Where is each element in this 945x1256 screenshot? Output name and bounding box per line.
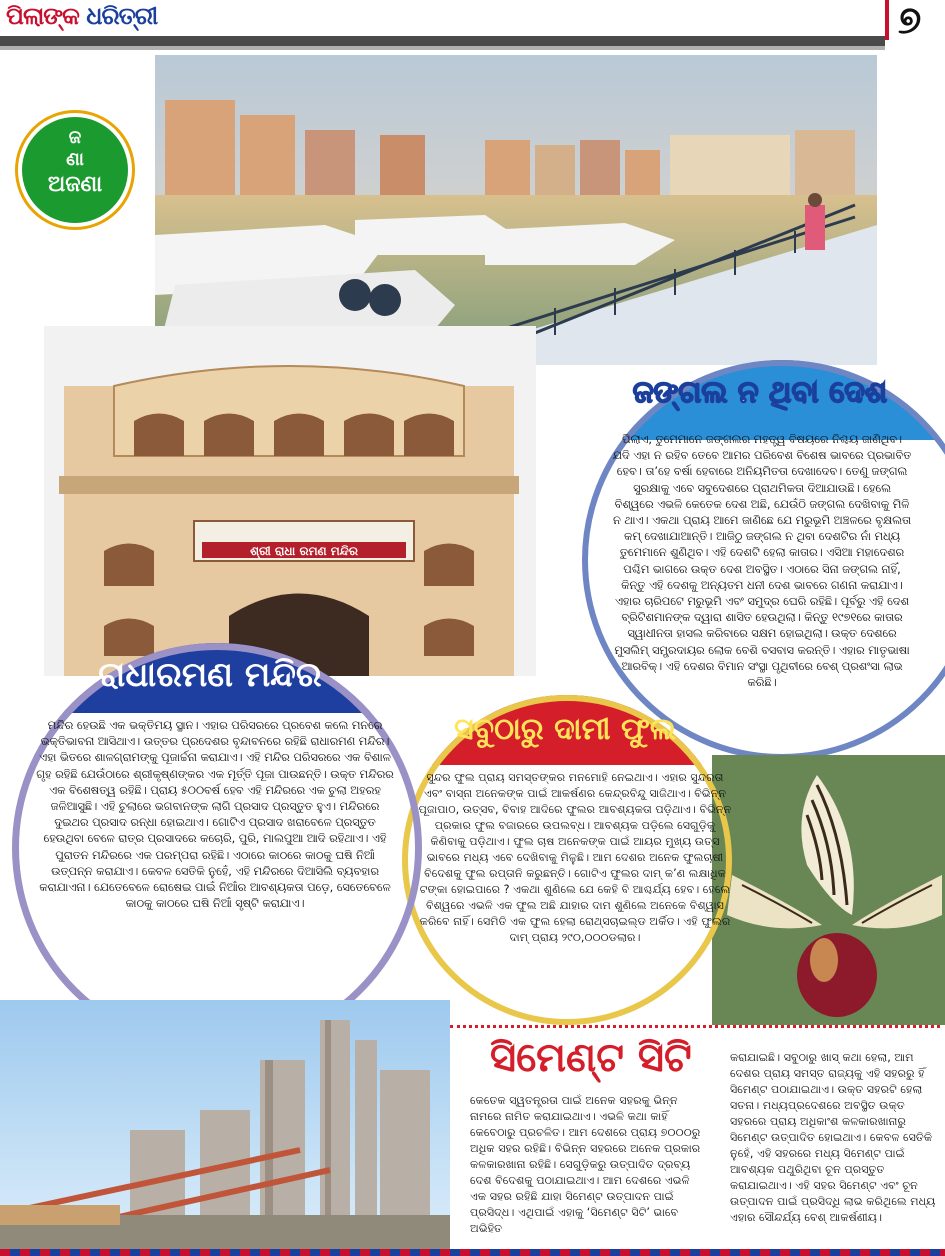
country-title: ଜଙ୍ଗଲ ନ ଥିବା ଦେଶ	[632, 375, 888, 410]
temple-photo	[44, 326, 536, 676]
cement-plant-photo	[0, 1000, 450, 1249]
flower-title: ସବୁଠାରୁ ଦାମୀ ଫୁଲ	[454, 712, 676, 747]
page-number-divider	[885, 0, 889, 40]
temple-title: ରାଧାରମଣ ମନ୍ଦିର	[98, 655, 322, 695]
page-number: ୭	[898, 0, 922, 42]
country-body: ପିଲାଏ, ତୁମେମାନେ ଜଙ୍ଗଲର ମହତ୍ତ୍ୱ ବିଷୟରେ ନିଶ୍ଚୟ ଜାଣିଥିବ। ଯଦି ଏହା ନ ରହିବ ତେବେ ଆମର ପରିବେଶ ବିଶେଷ ଭାବରେ ପ୍ରଭାବିତ ହେବ। ତା’ହେ ବର୍ଷା ହେବାରେ ଅନିୟମିତତା ଦେଖାଦେବ। ତେଣୁ ଜଙ୍ଗଲ ସୁରକ୍ଷାକୁ ଏବେ ସବୁଦେଶରେ ପ୍ରାଥମିକତା ଦିଆଯାଉଛି। ହେଲେ ବିଶ୍ୱରେ ଏଭଳି କେତେକ ଦେଶ ଅଛି, ଯେଉଁଠି ଜଙ୍ଗଲ ଦେଖିବାକୁ ମିଳି ନ ଥାଏ। ଏକଥା ପ୍ରାୟ ଆମେ ଜାଣିଛେ ଯେ ମରୁଭୂମି ଅଞ୍ଚଳରେ ବୃକ୍ଷଲତା କମ୍ ଦେଖାଯାଆନ୍ତି। ଆଜିଠୁ ଜଙ୍ଗଲ ନ ଥିବା ଦେଶଟିର ନାଁ ମଧ୍ୟ ତୁମେମାନେ ଶୁଣିଥିବ। ଏହି ଦେଶଟି ହେଲା କାତାର। ଏସିଆ ମହାଦେଶର ପଶ୍ଚିମ ଭାଗରେ ଉକ୍ତ ଦେଶ ଅବସ୍ଥିତ। ଏଠାରେ ସିନା ଜଙ୍ଗଲ ନାହିଁ, କିନ୍ତୁ ଏହି ଦେଶକୁ ଅନ୍ୟତମ ଧନୀ ଦେଶ ଭାବରେ ଗଣନା କରାଯାଏ। ଏହାର ଚାରିପଟେ ମରୁଭୂମି ଏବଂ ସମୁଦ୍ର ଘେରି ରହିଛି। ପୂର୍ବରୁ ଏହି ଦେଶ ବ୍ରିଟିଶମାନଙ୍କ ଦ୍ୱାରା ଶାସିତ ହେଉଥିଲା। କିନ୍ତୁ ୧୯୭୧ରେ କାତାର ସ୍ୱାଧୀନତା ହାସଲ କରିବାରେ ସକ୍ଷମ ହୋଇଥିଲା। ଉକ୍ତ ଦେଶରେ ମୁସଲିମ୍ ସମ୍ପ୍ରଦାୟର ଲୋକ ବେଶି ବସବାସ କରନ୍ତି। ଏହାର ମାତୃଭାଷା ଆରବିକ୍। ଏହି ଦେଶର ବିମାନ ସଂସ୍ଥା ପୃଥିବୀରେ ବେଶ୍ ପ୍ରଶଂସା ଲାଭ କରିଛି।	[612, 433, 912, 690]
orchid-photo	[712, 755, 945, 1025]
jana-ajana-badge	[22, 117, 128, 223]
flower-body: ସୁନ୍ଦର ଫୁଲ ପ୍ରାୟ ସମସ୍ତଙ୍କର ମନମୋହି ନେଇଥାଏ। ଏହାର ସୁନ୍ଦରତା ଏବଂ ବାସ୍ନା ଅନେକଙ୍କ ପାଇଁ ଆକର୍ଷଣର କେନ୍ଦ୍ରବିନ୍ଦୁ ସାଜିଥାଏ। ବିଭିନ୍ନ ପୂଜାପାଠ, ଉତ୍ସବ, ବିବାହ ଆଦିରେ ଫୁଲର ଆବଶ୍ୟକତା ପଡ଼ିଥାଏ। ବିଭିନ୍ନ ପ୍ରକାର ଫୁଲ ବଜାରରେ ଉପଲବ୍ଧ। ଆବଶ୍ୟକ ପଡ଼ିଲେ ସେଗୁଡ଼ିକୁ କିଣିବାକୁ ପଡ଼ିଥାଏ। ଫୁଲ ଚାଷ ଅନେକଙ୍କ ପାଇଁ ଆୟର ମୁଖ୍ୟ ଉତ୍ସ ଭାବରେ ମଧ୍ୟ ଏବେ ଦେଖିବାକୁ ମିଳୁଛି। ଆମ ଦେଶର ଅନେକ ଫୁଲଚାଷୀ ବିଦେଶକୁ ଫୁଲ ରପ୍ତାନି କରୁଛନ୍ତି। ଗୋଟିଏ ଫୁଲର ଦାମ୍ କ’ଣ ଲକ୍ଷାଧିକ ଟଙ୍କା ହୋଇପାରେ ? ଏକଥା ଶୁଣିଲେ ଯେ କେହି ବି ଆଶ୍ଚର୍ଯ୍ୟ ହେବ। ହେଲେ ବିଶ୍ୱରେ ଏଭଳି ଏକ ଫୁଲ ଅଛି ଯାହାର ଦାମ ଶୁଣିଲେ ଅନେକେ ବିଶ୍ୱାସ କରିବେ ନାହିଁ। ସେମିତି ଏକ ଫୁଲ ହେଲା ରୋଥ୍ସଚାଇଲ୍ଡ ଅର୍କିଡ। ଏହି ଫୁଲର ଦାମ୍ ପ୍ରାୟ ୨୯୦,୦୦୦ଡଲାର।	[418, 771, 732, 944]
section-divider	[450, 1025, 940, 1028]
masthead	[6, 2, 157, 30]
badge-line1: ଜ	[68, 127, 82, 148]
header-bar-shadow	[0, 46, 885, 50]
bottom-border	[0, 1249, 945, 1256]
badge-line2: ଣା	[66, 149, 84, 170]
harbour-photo	[155, 55, 877, 365]
temple-sign: ଶ୍ରୀ ରାଧା ରମଣ ମନ୍ଦିର	[250, 544, 358, 558]
masthead-part1: ପିଲାଙ୍କ	[6, 2, 79, 30]
temple-body: ମନ୍ଦିର ହେଉଛି ଏକ ଭକ୍ତିମୟ ସ୍ଥାନ। ଏହାର ପରିସରରେ ପ୍ରବେଶ କଲେ ମନରେ ଭକ୍ତିଭାବନା ଆସିଥାଏ। ଉତ୍ତର ପ୍ରଦେଶର ବୃନ୍ଦାବନରେ ରହିଛି ରାଧାରମଣ ମନ୍ଦିର। ଏହା ଭିତରେ ଶାଳଗ୍ରାମଙ୍କୁ ପୂଜାର୍ଚ୍ଚନା କରାଯାଏ। ଏହି ମନ୍ଦିର ପରିସରରେ ଏକ ବିଶାଳ ଗୃହ ରହିଛି ଯେଉଁଠାରେ ଶ୍ରୀକୃଷ୍ଣଙ୍କର ଏକ ମୂର୍ତ୍ତି ପୂଜା ପାଉଛନ୍ତି। ଉକ୍ତ ମନ୍ଦିରର ଏକ ବିଶେଷତ୍ୱ ରହିଛି। ପ୍ରାୟ ୫୦୦ବର୍ଷ ହେବ ଏହି ମନ୍ଦିରରେ ଏକ ଚୁଲା ଅହରହ ଜଳିଆସୁଛି। ଏହି ଚୁଲାରେ ଭଗବାନଙ୍କ ଲାଗି ପ୍ରସାଦ ପ୍ରସ୍ତୁତ ହୁଏ। ମନ୍ଦିରରେ ଦୁଇଥର ପ୍ରସାଦ ରନ୍ଧା ହୋଇଥାଏ। ଗୋଟିଏ ପ୍ରସାଦ ଖରାବେଳେ ପ୍ରସ୍ତୁତ ହେଉଥିବା ବେଳେ ରାତ୍ର ପ୍ରସାଦରେ କଚୋରି, ପୁରି, ମାଲପୁଆ ଆଦି ରହିଥାଏ। ଏହି ପୁରାତନ ମନ୍ଦିରରେ ଏକ ପରମ୍ପରା ରହିଛି। ଏଠାରେ କାଠରେ କାଠକୁ ଘଷି ନିଆଁ ଉତ୍ପନ୍ନ କରାଯାଏ। କେବଳ ସେତିକି ନୁହେଁ, ଏହି ମନ୍ଦିରରେ ଦିଆସିଲି ବ୍ୟବହାର କରାଯାଏନା। ଯେତେବେଳେ ରୋଷେଇ ପାଇଁ ନିଆଁର ଆବଶ୍ୟକତା ପଡ଼େ, ସେତେବେଳେ କାଠକୁ କାଠରେ ଘଷି ନିଆଁ ସୃଷ୍ଟି କରାଯାଏ।	[36, 719, 394, 911]
badge-line3: ଅଜଣା	[47, 172, 103, 197]
cement-title: ସିମେଣ୍ଟ ସିଟି	[490, 1035, 692, 1081]
cement-body-col1: କେତେକ ସ୍ୱତନ୍ତ୍ରତା ପାଇଁ ଅନେକ ସହରକୁ ଭିନ୍ନ ନାମରେ ନାମିତ କରାଯାଇଥାଏ। ଏଭଳି କଥା କାହିଁ କେବେଠାରୁ ପ୍ରଚଳିତ। ଆମ ଦେଶରେ ପ୍ରାୟ ୭୦୦୦ରୁ ଅଧିକ ସହର ରହିଛି। ବିଭିନ୍ନ ସହରରେ ଅନେକ ପ୍ରକାର କଳକାରଖାନା ରହିଛି। ସେଗୁଡ଼ିକରୁ ଉତ୍ପାଦିତ ଦ୍ରବ୍ୟ ଦେଶ ବିଦେଶକୁ ପଠାଯାଇଥାଏ। ଆମ ଦେଶରେ ଏଭଳି ଏକ ସହର ରହିଛି ଯାହା ସିମେଣ୍ଟ ଉତ୍ପାଦନ ପାଇଁ ପ୍ରସିଦ୍ଧ। ଏଥିପାଇଁ ଏହାକୁ ‘ସିମେଣ୍ଟ ସିଟି’ ଭାବେ ଅଭିହିତ	[470, 1094, 701, 1235]
masthead-part2: ଧରିତ୍ରୀ	[86, 2, 158, 30]
cement-body-col2: କରାଯାଇଛି। ସବୁଠାରୁ ଖାସ୍ କଥା ହେଲା, ଆମ ଦେଶର ପ୍ରାୟ ସମସ୍ତ ରାଜ୍ୟକୁ ଏହି ସହରରୁ ହିଁ ସିମେଣ୍ଟ ପଠାଯାଇଥାଏ। ଉକ୍ତ ସହରଟି ହେଲା ସତନା। ମଧ୍ୟପ୍ରଦେଶରେ ଅବସ୍ଥିତ ଉକ୍ତ ସହରରେ ପ୍ରାୟ ଅଧିକାଂଶ କଳକାରଖାନାରୁ ସିମେଣ୍ଟ ଉତ୍ପାଦିତ ହୋଇଥାଏ। କେବଳ ସେତିକି ନୁହେଁ, ଏହି ସହରରେ ମଧ୍ୟ ସିମେଣ୍ଟ ପାଇଁ ଆବଶ୍ୟକ ପଥୁରିଥିବା ଚୂନ ପ୍ରସ୍ତୁତ କରାଯାଇଥାଏ। ଏହି ସହର ସିମେଣ୍ଟ ଏବଂ ଚୂନ ଉତ୍ପାଦନ ପାଇଁ ପ୍ରସିଦ୍ଧି ଲାଭ କରିଥିଲେ ମଧ୍ୟ ଏହାର ସୌନ୍ଦର୍ଯ୍ୟ ବେଶ୍ ଆକର୍ଷଣୀୟ।	[730, 1051, 936, 1224]
